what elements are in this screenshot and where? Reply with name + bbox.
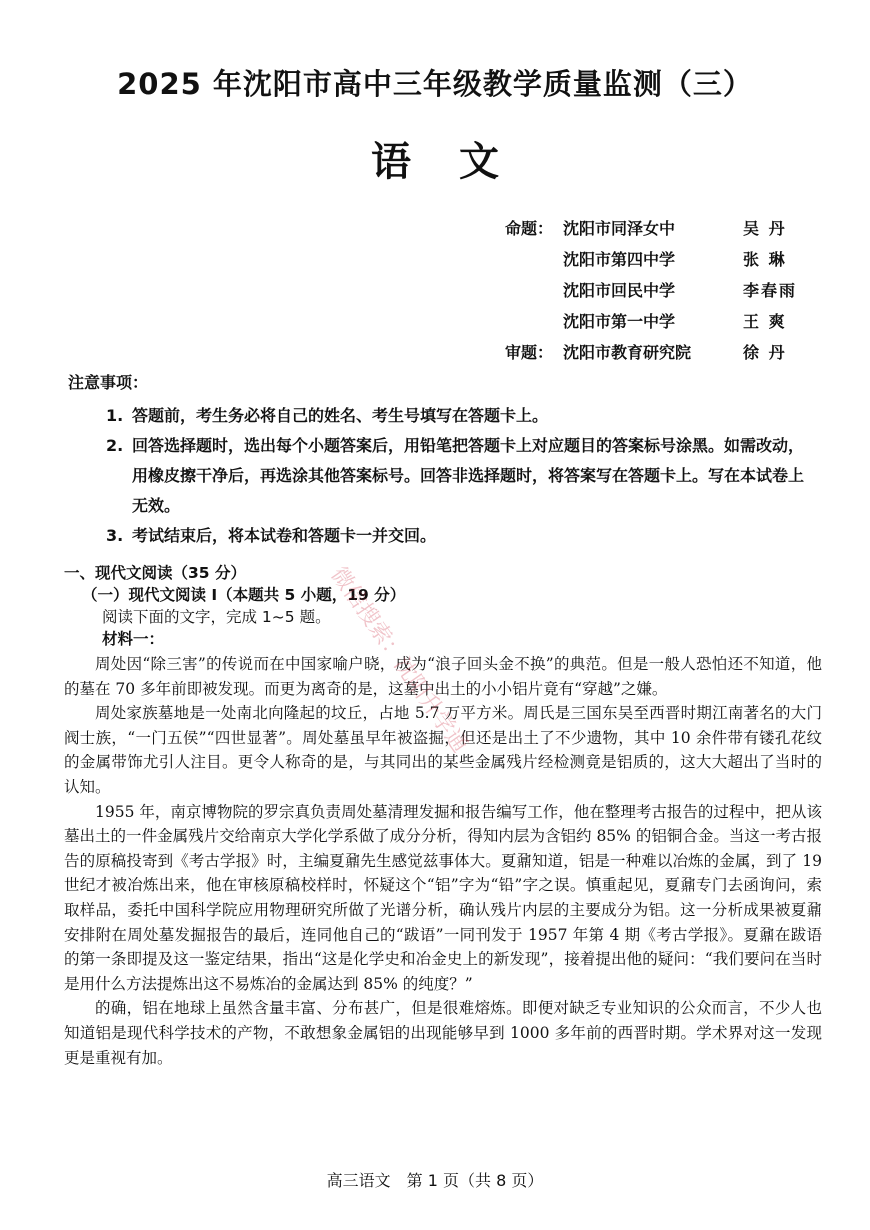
credit-name: 吴 丹	[743, 219, 787, 238]
subsection-heading: （一）现代文阅读 I（本题共 5 小题，19 分）	[82, 586, 406, 604]
subject-title: 语文	[371, 139, 547, 185]
notice-item	[106, 521, 818, 551]
credits-block	[505, 212, 825, 367]
credit-row	[505, 212, 825, 243]
material-label: 材料一：	[102, 630, 165, 648]
passage-paragraph: 周处因“除三害”的传说而在中国家喻户晓，成为“浪子回头金不换”的典范。但是一般人恐怕还不知道，他的墓在 70 多年前即被发现。而更为离奇的是，这墓中出土的小小铝片竟有“穿越”之嫌。	[64, 655, 822, 698]
reading-section	[64, 562, 824, 650]
credit-school: 沈阳市同泽女中	[563, 219, 676, 238]
reading-instruction: 阅读下面的文字，完成 1~5 题。	[102, 608, 331, 626]
credit-school: 沈阳市教育研究院	[563, 343, 692, 362]
credit-name: 李春雨	[743, 281, 798, 300]
notice-number: 1.	[106, 406, 124, 425]
credit-school: 沈阳市第四中学	[563, 250, 676, 269]
passage-paragraph: 的确，铝在地球上虽然含量丰富、分布甚广，但是很难熔炼。即便对缺乏专业知识的公众而言，不少人也知道铝是现代科学技术的产物，不敢想象金属铝的出现能够早到 1000 多年前的西晋时期。学术界对这一发现更是重视有加。	[64, 999, 822, 1067]
watermark: 微信搜索：沈阳升学通	[325, 562, 473, 758]
exam-title: 2025 年沈阳市高中三年级教学质量监测（三）	[117, 67, 753, 101]
notice-number: 2.	[106, 436, 124, 455]
credit-name: 徐 丹	[743, 343, 787, 362]
credit-role: 命题：	[505, 219, 554, 238]
credit-name: 王 爽	[743, 312, 787, 331]
passage-paragraph: 周处家族墓地是一处南北向隆起的坟丘，占地 5.7 万平方米。周氏是三国东吴至西晋时期江南著名的大门阀士族，“一门五侯”“四世显著”。周处墓虽早年被盗掘，但还是出土了不少遗物，其中 10 余件带有镂孔花纹的金属带饰尤引人注目。更令人称奇的是，与其同出的某些金属残片经检测竟是铝质的，这大大超出了当时的认知。	[64, 704, 822, 796]
passage-paragraph: 1955 年，南京博物院的罗宗真负责周处墓清理发掘和报告编写工作，他在整理考古报告的过程中，把从该墓出土的一件金属残片交给南京大学化学系做了成分分析，得知内层为含铝约 85% 的铝铜合金。当这一考古报告的原稿投寄到《考古学报》时，主编夏鼐先生感觉兹事体大。夏鼐知道，铝是一种难以冶炼的金属，到了 19 世纪才被冶炼出来，他在审核原稿校样时，怀疑这个“铝”字为“铅”字之误。慎重起见，夏鼐专门去函询问，索取样品，委托中国科学院应用物理研究所做了光谱分析，确认残片内层的主要成分为铝。这一分析成果被夏鼐安排附在周处墓发掘报告的最后，连同他自己的“跋语”一同刊发于 1957 年第 4 期《考古学报》。夏鼐在跋语的第一条即提及这一鉴定结果，指出“这是化学史和冶金史上的新发现”，接着提出他的疑问：“我们要问在当时是用什么方法提炼出这不易炼冶的金属达到 85% 的纯度？”	[64, 802, 822, 993]
notice-block	[68, 370, 818, 551]
page-footer: 高三语文 第 1 页（共 8 页）	[326, 1171, 544, 1190]
credit-name: 张 琳	[743, 250, 787, 269]
notice-text: 回答选择题时，选出每个小题答案后，用铅笔把答题卡上对应题目的答案标号涂黑。如需改动，用橡皮擦干净后，再选涂其他答案标号。回答非选择题时，将答案写在答题卡上。写在本试卷上无效。	[132, 436, 805, 515]
notice-number: 3.	[106, 526, 124, 545]
section-heading: 一、现代文阅读（35 分）	[64, 564, 246, 582]
notice-heading: 注意事项：	[68, 373, 149, 392]
notice-text: 考试结束后，将本试卷和答题卡一并交回。	[132, 526, 437, 545]
notice-text: 答题前，考生务必将自己的姓名、考生号填写在答题卡上。	[132, 406, 549, 425]
credit-row	[505, 274, 825, 305]
credit-row	[505, 336, 825, 367]
notice-item	[106, 431, 818, 521]
credit-row	[505, 243, 825, 274]
notice-item	[106, 401, 818, 431]
credit-school: 沈阳市回民中学	[563, 281, 676, 300]
credit-row	[505, 305, 825, 336]
credit-role: 审题：	[505, 343, 554, 362]
credit-school: 沈阳市第一中学	[563, 312, 676, 331]
